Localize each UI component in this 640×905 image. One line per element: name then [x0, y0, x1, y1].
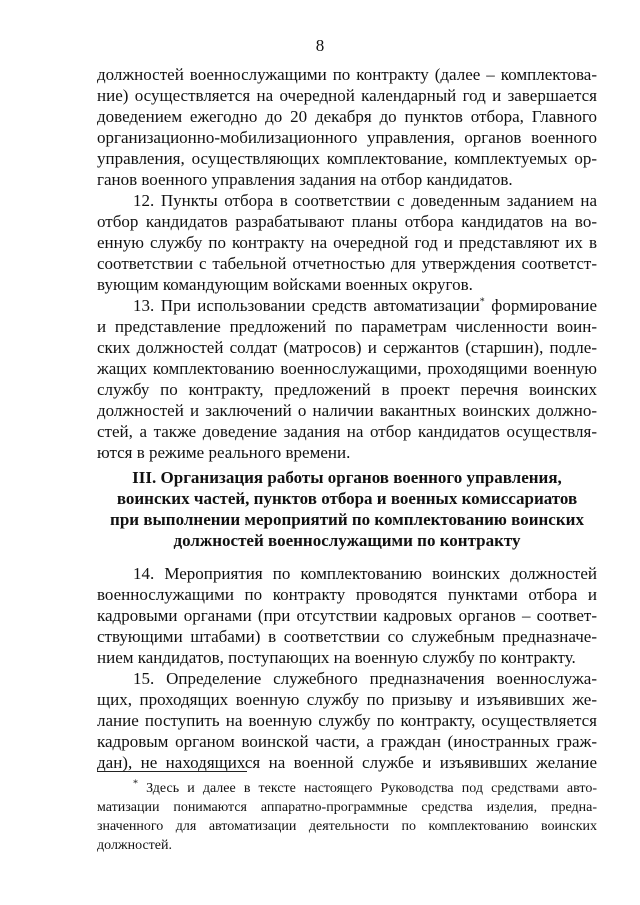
- continuation-paragraph: [97, 64, 597, 190]
- text-line: должностей военнослужащими по контракту (далее – комплектова-: [97, 65, 597, 84]
- text-line: дан), не находящихся на военной службе и изъявивших желание: [97, 753, 597, 772]
- text-line: ских должностей солдат (матросов) и сержантов (старшин), подле-: [97, 338, 597, 357]
- text-line: енную службу по контракту на очередной год и представляют их в: [97, 233, 597, 252]
- footnote-marker: *: [133, 778, 138, 790]
- text-line: соответствии с табельной отчетностью для утверждения соответст-: [97, 254, 597, 273]
- text-line: 15. Определение служебного предназначения военнослужа-: [133, 669, 597, 688]
- text-line: жащих комплектованию военнослужащими, проходящими военную: [97, 359, 597, 378]
- para13-lead-rest: формирование: [484, 296, 598, 315]
- paragraph-14: [97, 563, 597, 668]
- text-line: вующим командующим войсками военных округов.: [97, 275, 473, 294]
- text-line: 12. Пункты отбора в соответствии с доведенным заданием на: [133, 191, 597, 210]
- text-line: доведением ежегодно до 20 декабря до пунктов отбора, Главного: [97, 107, 597, 126]
- text-line: ние) осуществляется на очередной календарный год и завершается: [97, 86, 597, 105]
- text-line: ганов военного управления задания на отбор кандидатов.: [97, 170, 513, 189]
- footnote-divider: [97, 771, 247, 772]
- text-line: отбор кандидатов разрабатывают планы отбора кандидатов на во-: [97, 212, 597, 231]
- text-line: ются в режиме реального времени.: [97, 443, 351, 462]
- text-line: [97, 295, 597, 316]
- page-number: 8: [315, 36, 325, 55]
- paragraph-12: [97, 190, 597, 295]
- heading-line: воинских частей, пунктов отбора и военных комиссариатов: [116, 489, 578, 508]
- footnote: [97, 779, 597, 855]
- text-line: организационно-мобилизационного управления, органов военного: [97, 128, 597, 147]
- text-line: щих, проходящих военную службу по призыву и изъявивших же-: [97, 690, 597, 709]
- text-line: военнослужащими по контракту проводятся пунктами отбора и: [97, 585, 597, 604]
- heading-line: при выполнении мероприятий по комплектованию воинских: [110, 510, 584, 529]
- heading-line: III. Организация работы органов военного управления,: [132, 468, 562, 487]
- text-line: лание поступить на военную службу по контракту, осуществляется: [97, 711, 597, 730]
- text-line: ствующими штабами) в соответствии со служебным предназначе-: [97, 627, 597, 646]
- text-line: нием кандидатов, поступающих на военную службу по контракту.: [97, 648, 576, 667]
- text-line: стей, а также доведение задания на отбор кандидатов осуществля-: [97, 422, 597, 441]
- text-line: должностей и заключений о наличии вакантных воинских должно-: [97, 401, 597, 420]
- footnote-line: [97, 779, 597, 798]
- text-line: кадровым органом воинской части, а граждан (иностранных граж-: [97, 732, 597, 751]
- footnote-lead-text: Здесь и далее в тексте настоящего Руководства под средствами авто-: [138, 781, 597, 796]
- footnote-line: значенного для автоматизации деятельности по комплектованию воинских: [97, 819, 597, 834]
- para13-lead-text: 13. При использовании средств автоматизации: [133, 296, 480, 315]
- text-line: управления, осуществляющих комплектование, комплектуемых ор-: [97, 149, 597, 168]
- text-line: службу по контракту, предложений в проект перечня воинских: [97, 380, 597, 399]
- text-line: и представление предложений по параметрам численности воин-: [97, 317, 597, 336]
- footnote-line: должностей.: [97, 838, 172, 853]
- section-heading: [97, 467, 597, 551]
- paragraph-15: [97, 668, 597, 773]
- heading-line: должностей военнослужащими по контракту: [173, 531, 521, 550]
- paragraph-13: [97, 295, 597, 463]
- footnote-line: матизации понимаются аппаратно-программные средства изделия, предна-: [97, 800, 597, 815]
- footnote-marker: *: [479, 296, 485, 308]
- text-line: кадровыми органами (при отсутствии кадровых органов – соответ-: [97, 606, 597, 625]
- text-line: 14. Мероприятия по комплектованию воинских должностей: [133, 564, 597, 583]
